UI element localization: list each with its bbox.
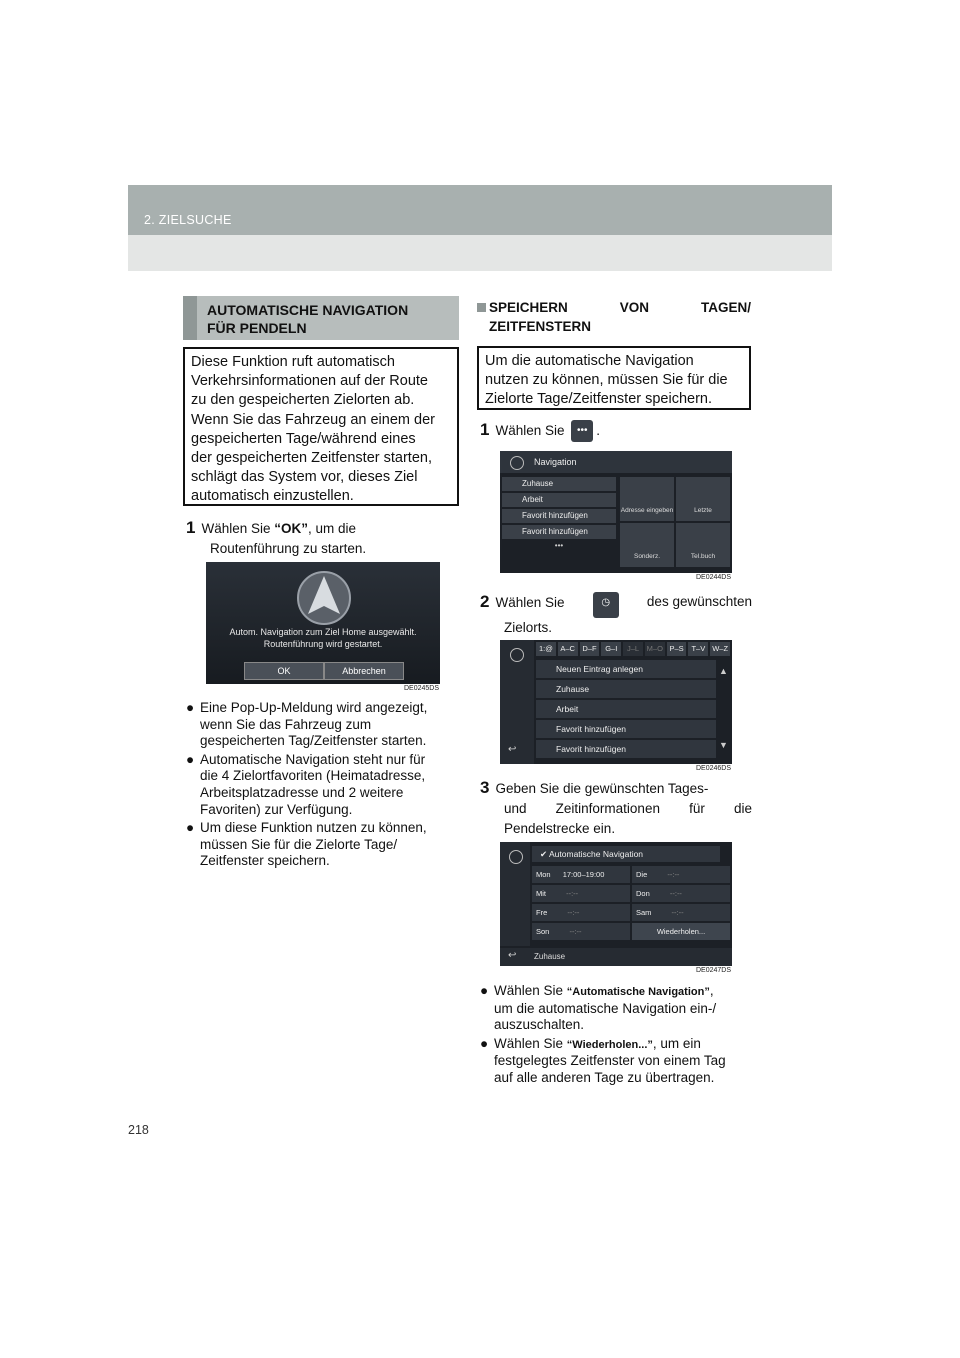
list-item: ● Wählen Sie “Wiederholen...”, um ein festgelegtes Zeitfenster von einem Tag auf alle anderen Tage zu übertragen.	[480, 1035, 726, 1085]
popup-message: Autom. Navigation zum Ziel Home ausgewählt. Routenführung wird gestartet.	[229, 627, 417, 649]
auto-nav-toggle[interactable]: ✔ Automatische Navigation	[532, 846, 720, 862]
step-1-left: 1 Wählen Sie “OK”, um die Routenführung zu starten.	[186, 518, 367, 556]
list-item[interactable]: Favorit hinzufügen	[536, 740, 716, 758]
ok-button[interactable]: OK	[244, 662, 324, 680]
list-item[interactable]: Arbeit	[536, 700, 716, 718]
page-number: 218	[128, 1123, 149, 1137]
list-item[interactable]: Arbeit	[502, 493, 616, 507]
step-3-right: 3 Geben Sie die gewünschten Tages- und Zeitinformationen für die Pendelstrecke ein.	[480, 778, 752, 836]
bullet-list-right	[480, 983, 752, 1087]
list-item[interactable]: Neuen Eintrag anlegen	[536, 660, 716, 678]
image-code: DE0246DS	[696, 765, 732, 772]
home-icon	[509, 850, 523, 864]
home-icon	[510, 456, 524, 470]
screenshot-list	[500, 640, 732, 764]
list-item[interactable]: Favorit hinzufügen	[502, 509, 616, 523]
list-item: ● Automatische Navigation steht nur für die 4 Zielortfavoriten (Heimatadresse, Arbeitsplatzadresse und 2 weitere Favoriten) zur Verfügung.	[186, 751, 426, 817]
scroll-up-icon[interactable]: ▲	[719, 666, 728, 676]
list-item[interactable]: Favorit hinzufügen	[536, 720, 716, 738]
list-item: ● Um diese Funktion nutzen zu können, müssen Sie für die Zielorte Tage/ Zeitfenster speichern.	[186, 820, 427, 869]
back-icon: ↩	[508, 950, 517, 961]
tab-bar: 1:@ A–C D–F G–I J–L M–O P–S T–V W–Z	[536, 642, 730, 656]
home-icon	[510, 648, 524, 662]
repeat-button[interactable]: Wiederholen...	[632, 923, 730, 940]
header-bar	[128, 185, 832, 235]
list-item: ● Eine Pop-Up-Meldung wird angezeigt, wenn Sie das Fahrzeug zum gespeicherten Tag/Zeitfenster starten.	[186, 700, 428, 749]
back-icon: ↩	[508, 744, 517, 755]
step-1-right: 1 Wählen Sie ••• .	[480, 420, 752, 442]
intro-box: Diese Funktion ruft automatisch Verkehrsinformationen auf der Route zu den gespeicherten Zielorten ab. Wenn Sie das Fahrzeug an einem der gespeicherten Tage/während eines der gespeicherten Zeitfenster starten, schlägt das System vor, dieses Ziel automatisch einzustellen.	[183, 347, 459, 506]
list-item[interactable]: Zuhause	[502, 477, 616, 491]
more-button[interactable]: •••	[554, 541, 564, 550]
screenshot-navigation-menu: Navigation Zuhause Arbeit Favorit hinzufügen Favorit hinzufügen ••• Adresse eingeben Letzte Sonderz. Tel.buch	[500, 451, 732, 573]
section-heading: AUTOMATISCHE NAVIGATION FÜR PENDELN	[183, 296, 459, 340]
compass-icon	[296, 570, 352, 626]
list-item[interactable]: Favorit hinzufügen	[502, 525, 616, 539]
step-2-right: 2 Wählen Sie ◷ des gewünschten Zielorts.	[480, 592, 752, 635]
image-code: DE0247DS	[696, 967, 732, 974]
intro-box-right: Um die automatische Navigation nutzen zu können, müssen Sie für die Zielorte Tage/Zeitfenster speichern.	[477, 346, 751, 410]
screenshot-schedule: ✔ Automatische Navigation Mon 17:00–19:00 Die --:-- Mit --:-- Don --:-- Fre --:-- Sam --:-- Son --:-- Wiederholen... ↩ Zuhause	[500, 842, 732, 966]
scroll-down-icon[interactable]: ▼	[719, 740, 728, 750]
list-item[interactable]: Zuhause	[536, 680, 716, 698]
tile-recent[interactable]: Letzte	[676, 477, 730, 521]
tile-phonebook[interactable]: Tel.buch	[676, 523, 730, 567]
subsection-heading: SPEICHERN VON TAGEN/ ZEITFENSTERN	[477, 298, 751, 336]
screenshot-popup	[206, 562, 440, 684]
more-button-icon: •••	[571, 420, 593, 442]
tile-address[interactable]: Adresse eingeben	[620, 477, 674, 521]
header-band	[128, 235, 832, 271]
cancel-button[interactable]: Abbrechen	[324, 662, 404, 680]
list-item: ● Wählen Sie “Automatische Navigation”, um die automatische Navigation ein-/ auszuschalten.	[480, 983, 717, 1033]
tile-poi[interactable]: Sonderz.	[620, 523, 674, 567]
clock-icon: ◷	[593, 592, 619, 618]
image-code: DE0244DS	[696, 574, 732, 581]
chapter-title: 2. ZIELSUCHE	[144, 213, 232, 227]
image-code: DE0245DS	[404, 685, 440, 692]
bullet-list-left	[186, 700, 460, 870]
